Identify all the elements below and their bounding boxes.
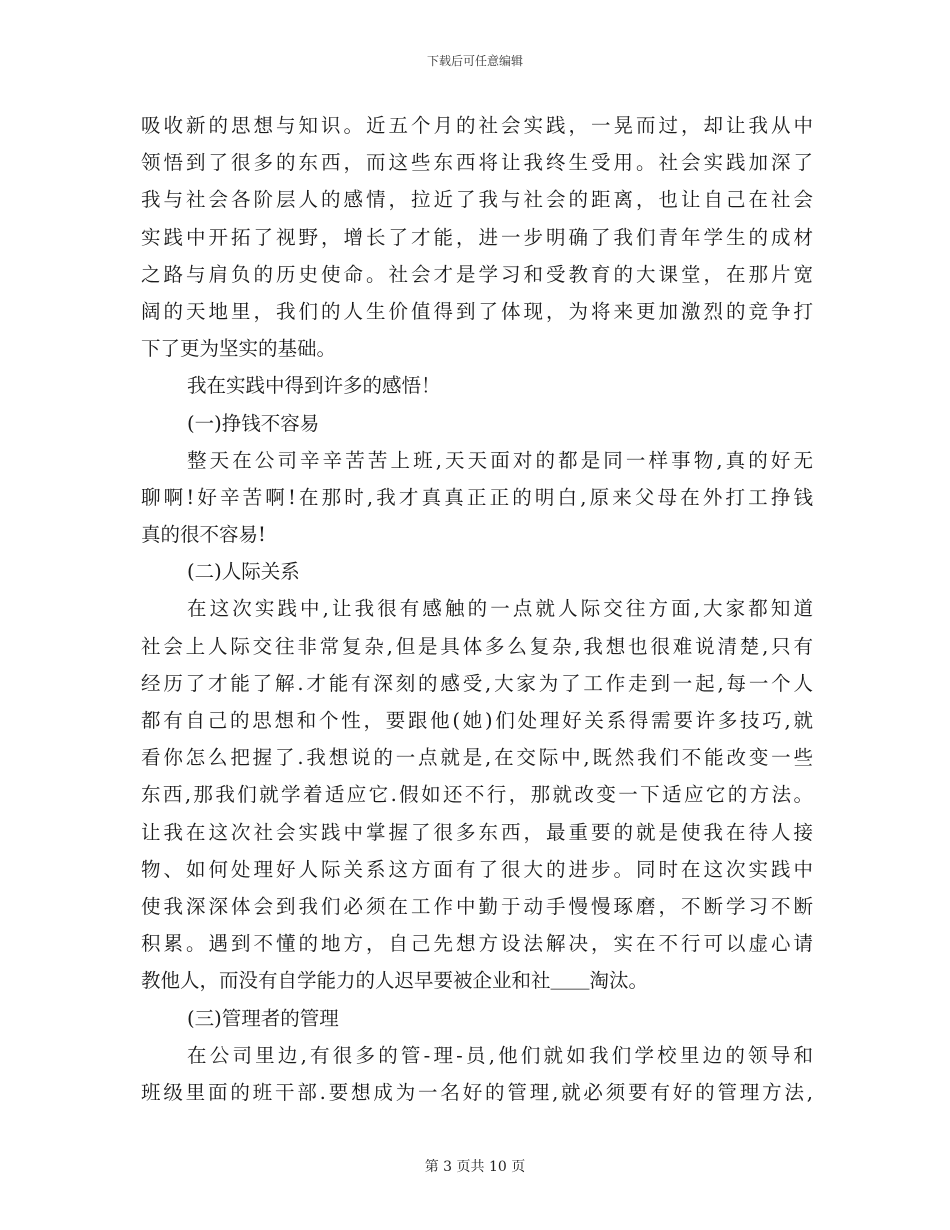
text-line: 都有自己的思想和个性，要跟他(她)们处理好关系得需要许多技巧,就 bbox=[141, 709, 813, 732]
text-line: 吸收新的思想与知识。近五个月的社会实践，一晃而过，却让我从中 bbox=[141, 114, 813, 137]
text-line: 积累。遇到不懂的地方，自己先想方设法解决，实在不行可以虚心请 bbox=[141, 932, 813, 956]
text-line: 社会上人际交往非常复杂,但是具体多么复杂,我想也很难说清楚,只有 bbox=[141, 634, 813, 658]
text-line: 在这次实践中,让我很有感触的一点就人际交往方面,大家都知道 bbox=[187, 597, 813, 621]
text-line: 物、如何处理好人际关系这方面有了很大的进步。同时在这次实践中 bbox=[141, 857, 813, 881]
text-line: 阔的天地里，我们的人生价值得到了体现，为将来更加激烈的竞争打 bbox=[141, 299, 813, 323]
text-line: 整天在公司辛辛苦苦上班,天天面对的都是同一样事物,真的好无 bbox=[187, 448, 813, 472]
text-line: 教他人，而没有自学能力的人迟早要被企业和社＿＿淘汰。 bbox=[141, 969, 649, 993]
text-line: 经历了才能了解.才能有深刻的感受,大家为了工作走到一起,每一个人 bbox=[141, 671, 813, 695]
text-line: 班级里面的班干部.要想成为一名好的管理,就必须要有好的管理方法, bbox=[141, 1080, 813, 1104]
text-line: (一)挣钱不容易 bbox=[187, 411, 320, 435]
text-line: 我在实践中得到许多的感悟！ bbox=[187, 374, 441, 398]
page-footer: 第 3 页共 10 页 bbox=[424, 1159, 526, 1175]
text-line: 使我深深体会到我们必须在工作中勤于动手慢慢琢磨，不断学习不断 bbox=[141, 894, 813, 918]
text-line: 我与社会各阶层人的感情，拉近了我与社会的距离，也让自己在社会 bbox=[141, 188, 813, 212]
text-line: 在公司里边,有很多的管-理-员,他们就如我们学校里边的领导和 bbox=[187, 1043, 813, 1067]
text-line: 真的很不容易! bbox=[141, 523, 266, 547]
text-line: 聊啊!好辛苦啊!在那时,我才真真正正的明白,原来父母在外打工挣钱 bbox=[141, 485, 813, 509]
page-header: 下载后可任意编辑 bbox=[426, 54, 523, 68]
text-line: 下了更为坚实的基础。 bbox=[141, 337, 337, 361]
text-line: (三)管理者的管理 bbox=[187, 1006, 339, 1030]
text-line: 东西,那我们就学着适应它.假如还不行，那就改变一下适应它的方法。 bbox=[141, 783, 813, 807]
text-line: 实践中开拓了视野，增长了才能，进一步明确了我们青年学生的成材 bbox=[141, 225, 813, 249]
text-line: 让我在这次社会实践中掌握了很多东西，最重要的就是使我在待人接 bbox=[141, 820, 813, 844]
text-line: 看你怎么把握了.我想说的一点就是,在交际中,既然我们不能改变一些 bbox=[141, 746, 813, 770]
document-body bbox=[141, 107, 813, 1111]
text-line: 之路与肩负的历史使命。社会才是学习和受教育的大课堂，在那片宽 bbox=[141, 262, 813, 286]
text-line: 领悟到了很多的东西，而这些东西将让我终生受用。社会实践加深了 bbox=[141, 151, 813, 175]
text-line: (二)人际关系 bbox=[187, 560, 300, 584]
